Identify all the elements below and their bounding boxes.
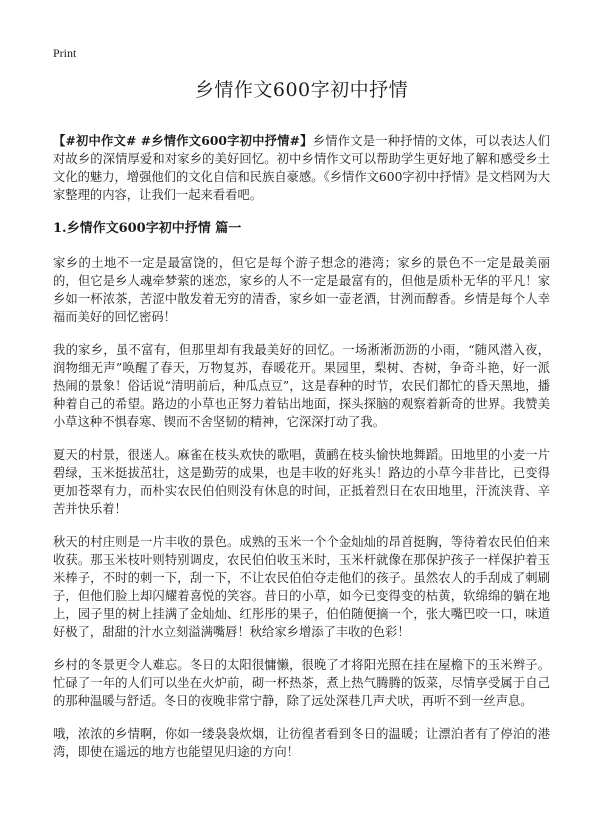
- paragraph-1: 家乡的土地不一定是最富饶的，但它是每个游子想念的港湾；家乡的景色不一定是最美丽的，但它是乡人魂牵梦萦的迷恋，家乡的人不一定是最富有的，但他是质朴无华的平凡！家乡如一杯浓茶，苦涩中散发着无穷的清香，家乡如一壶老酒，甘洌而醇香。乡情是每个人幸福而美好的回忆密码！: [53, 256, 550, 324]
- paragraph-6: 哦，浓浓的乡情啊，你如一缕袅袅炊烟，让彷徨者看到冬日的温暖；让漂泊者有了停泊的港湾，即使在遥远的地方也能望见归途的方向！: [53, 727, 550, 759]
- page-title: 乡情作文600字初中抒情: [194, 79, 409, 101]
- section-heading: 1.乡情作文600字初中抒情 篇一: [53, 221, 242, 236]
- document-page: [53, 78, 550, 776]
- paragraph-4: 秋天的村庄则是一片丰收的景色。成熟的玉米一个个金灿灿的昂首挺胸，等待着农民伯伯来收获。那玉米枝叶则特别调皮，农民伯伯收玉米时，玉米杆就像在那保护孩子一样保护着玉米棒子，不时的刺一下，刮一下，不让农民伯伯夺走他们的孩子。虽然农人的手刮成了刺刷子，但他们脸上却闪耀着喜悦的笑容。昔日的小草，如今已变得变的枯黄，软绵绵的躺在地上，园子里的树上挂满了金灿灿、红彤彤的果子，伯伯随便摘一个，张大嘴巴咬一口，味道好极了，甜甜的汁水立刻溢满嘴唇！秋给家乡增添了丰收的色彩！: [53, 535, 550, 639]
- intro-tag: 【#初中作文# #乡情作文600字初中抒情#】: [53, 133, 313, 148]
- intro-text: 乡情作文是一种抒情的文体，可以表达人们对故乡的深情厚爱和对家乡的美好回忆。初中乡情作文可以帮助学生更好地了解和感受乡土文化的魅力，增强他们的文化自信和民族自豪感。《乡情作文600字初中抒情》是文档网为大家整理的内容，让我们一起来看看吧。: [53, 134, 550, 202]
- intro-paragraph: [53, 132, 550, 204]
- paragraph-2: 我的家乡，虽不富有，但那里却有我最美好的回忆。一场淅淅沥沥的小雨，“随风潜入夜，润物细无声”唤醒了春天，万物复苏，春暖花开。果园里，梨树、杏树，争奇斗艳，好一派热闹的景象！俗话说“清明前后，种瓜点豆”，这是春种的时节，农民们都忙的昏天黑地，播种着自己的希望。路边的小草也正努力着钻出地面，探头探脑的观察着新奇的世界。我赞美小草这种不惧春寒、锲而不舍坚韧的精神，它深深打动了我。: [53, 343, 550, 429]
- print-link[interactable]: Print: [53, 46, 77, 60]
- paragraph-5: 乡村的冬景更令人难忘。冬日的太阳很慵懒，很晚了才将阳光照在挂在屋檐下的玉米辫子。忙碌了一年的人们可以坐在火炉前，砌一杯热茶，煮上热气腾腾的饭菜，尽情享受属于自己的那种温暖与舒适。冬日的夜晚非常宁静，除了远处深巷几声犬吠，再听不到一丝声息。: [53, 658, 550, 708]
- paragraph-3: 夏天的村景，很迷人。麻雀在枝头欢快的歌唱，黄鹂在枝头愉快地舞蹈。田地里的小麦一片碧绿，玉米挺拔茁壮，这是勤劳的成果，也是丰收的好兆头！路边的小草今非昔比，已变得更加苍翠有力，而朴实农民伯伯则没有休息的时间，正抵着烈日在农田地里，汗流浃背、辛苦并快乐着！: [53, 448, 550, 516]
